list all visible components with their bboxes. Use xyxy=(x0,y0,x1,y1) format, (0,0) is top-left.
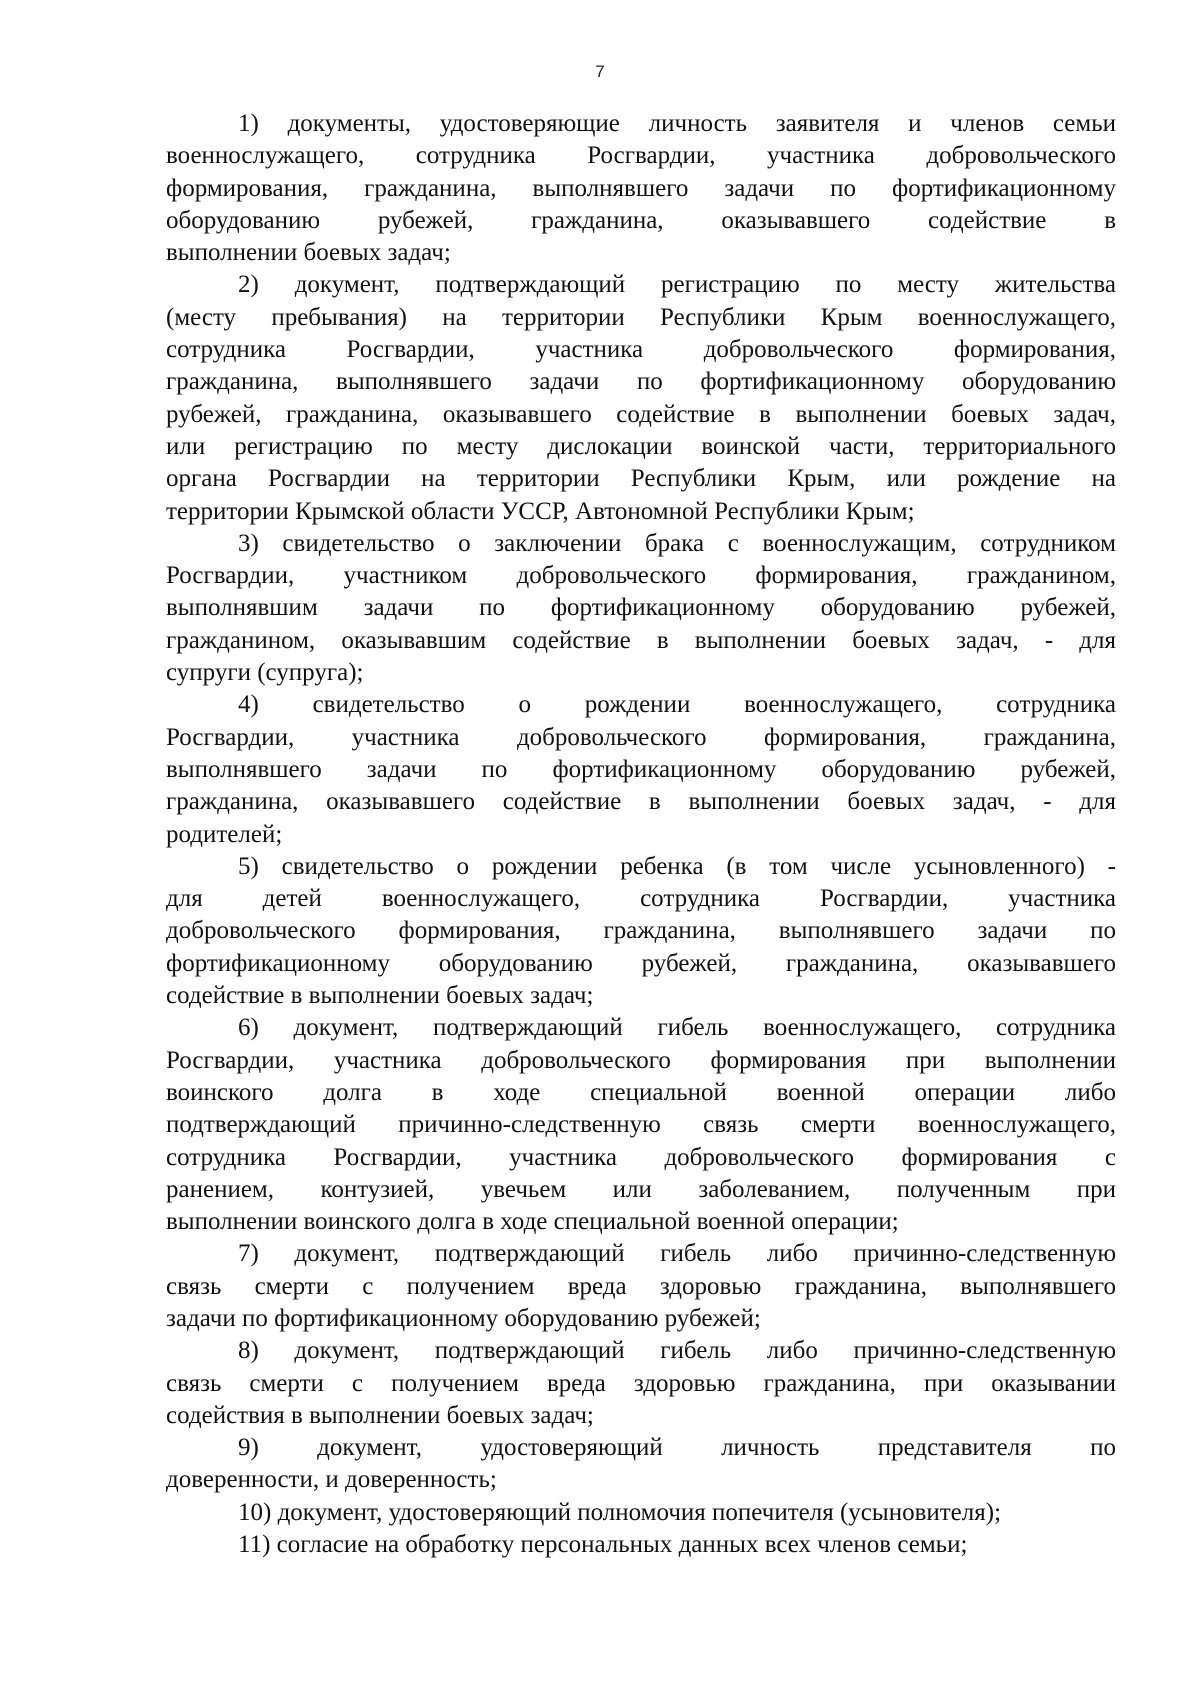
list-item xyxy=(166,528,1116,689)
list-item xyxy=(166,689,1116,850)
list-item xyxy=(166,1335,1116,1432)
text-line: связь смерти с получением вреда здоровью гражданина, при оказывании xyxy=(166,1369,1116,1397)
text-line: Росгвардии, участника добровольческого формирования, гражданина, xyxy=(166,723,1116,751)
text-line: органа Росгвардии на территории Республики Крым, или рождение на xyxy=(166,465,1116,493)
text-line: ранением, контузией, увечьем или заболеванием, полученным при xyxy=(166,1175,1116,1203)
text-line: фортификационному оборудованию рубежей, гражданина, оказывавшего xyxy=(166,949,1116,977)
text-line: родителей; xyxy=(166,820,283,848)
text-line: гражданина, выполнявшего задачи по фортификационному оборудованию xyxy=(166,368,1116,396)
text-line: воинского долга в ходе специальной военной операции либо xyxy=(166,1078,1116,1106)
text-line: гражданином, оказывавшим содействие в выполнении боевых задач, - для xyxy=(166,626,1116,654)
text-line: гражданина, оказывавшего содействие в выполнении боевых задач, - для xyxy=(166,788,1116,816)
text-line: задачи по фортификационному оборудованию рубежей; xyxy=(166,1304,761,1332)
text-line: 11) согласие на обработку персональных данных всех членов семьи; xyxy=(238,1531,968,1559)
list-item xyxy=(166,1238,1116,1335)
text-line: военнослужащего, сотрудника Росгвардии, участника добровольческого xyxy=(166,142,1116,170)
text-line: 4) свидетельство о рождении военнослужащего, сотрудника xyxy=(238,691,1116,719)
text-line: Росгвардии, участником добровольческого формирования, гражданином, xyxy=(166,562,1116,590)
text-line: выполнении воинского долга в ходе специальной военной операции; xyxy=(166,1208,899,1236)
text-line: 1) документы, удостоверяющие личность заявителя и членов семьи xyxy=(238,110,1116,137)
text-line: 10) документ, удостоверяющий полномочия попечителя (усыновителя); xyxy=(238,1498,1002,1526)
text-line: подтверждающий причинно-следственную связь смерти военнослужащего, xyxy=(166,1111,1116,1139)
text-line: выполнявшего задачи по фортификационному оборудованию рубежей, xyxy=(166,755,1116,783)
text-line: 8) документ, подтверждающий гибель либо причинно-следственную xyxy=(238,1337,1116,1365)
list-item xyxy=(166,851,1116,1012)
text-line: содействие в выполнении боевых задач; xyxy=(166,982,594,1010)
list-item xyxy=(166,269,1116,527)
text-line: супруги (супруга); xyxy=(166,659,364,687)
text-line: доверенности, и доверенность; xyxy=(166,1466,497,1494)
text-line: 6) документ, подтверждающий гибель военнослужащего, сотрудника xyxy=(238,1014,1116,1042)
list-item xyxy=(166,1529,1116,1561)
text-line: 7) документ, подтверждающий гибель либо причинно-следственную xyxy=(238,1240,1116,1268)
text-line: (месту пребывания) на территории Республики Крым военнослужащего, xyxy=(166,303,1116,331)
document-body xyxy=(166,108,1116,1561)
list-item xyxy=(166,1432,1116,1497)
text-line: формирования, гражданина, выполнявшего задачи по фортификационному xyxy=(166,174,1116,202)
list-item xyxy=(166,1012,1116,1238)
text-line: рубежей, гражданина, оказывавшего содействие в выполнении боевых задач, xyxy=(166,400,1116,428)
list-item xyxy=(166,108,1116,269)
text-line: 2) документ, подтверждающий регистрацию по месту жительства xyxy=(238,271,1116,299)
page-number: 7 xyxy=(595,62,605,81)
text-line: сотрудника Росгвардии, участника добровольческого формирования, xyxy=(166,336,1116,364)
text-line: 3) свидетельство о заключении брака с военнослужащим, сотрудником xyxy=(238,529,1116,557)
text-line: 5) свидетельство о рождении ребенка (в том числе усыновленного) - xyxy=(238,852,1116,880)
text-line: для детей военнослужащего, сотрудника Росгвардии, участника xyxy=(166,885,1116,913)
text-line: сотрудника Росгвардии, участника добровольческого формирования с xyxy=(166,1143,1116,1171)
text-line: или регистрацию по месту дислокации воинской части, территориального xyxy=(166,432,1116,460)
text-line: выполнении боевых задач; xyxy=(166,239,451,267)
text-line: содействия в выполнении боевых задач; xyxy=(166,1401,594,1429)
text-line: оборудованию рубежей, гражданина, оказывавшего содействие в xyxy=(166,206,1116,234)
text-line: 9) документ, удостоверяющий личность представителя по xyxy=(238,1434,1116,1462)
text-line: добровольческого формирования, гражданина, выполнявшего задачи по xyxy=(166,917,1116,945)
text-line: выполнявшим задачи по фортификационному оборудованию рубежей, xyxy=(166,594,1116,622)
text-line: территории Крымской области УССР, Автономной Республики Крым; xyxy=(166,497,915,525)
text-line: связь смерти с получением вреда здоровью гражданина, выполнявшего xyxy=(166,1272,1116,1300)
list-item xyxy=(166,1497,1116,1529)
text-line: Росгвардии, участника добровольческого формирования при выполнении xyxy=(166,1046,1116,1074)
